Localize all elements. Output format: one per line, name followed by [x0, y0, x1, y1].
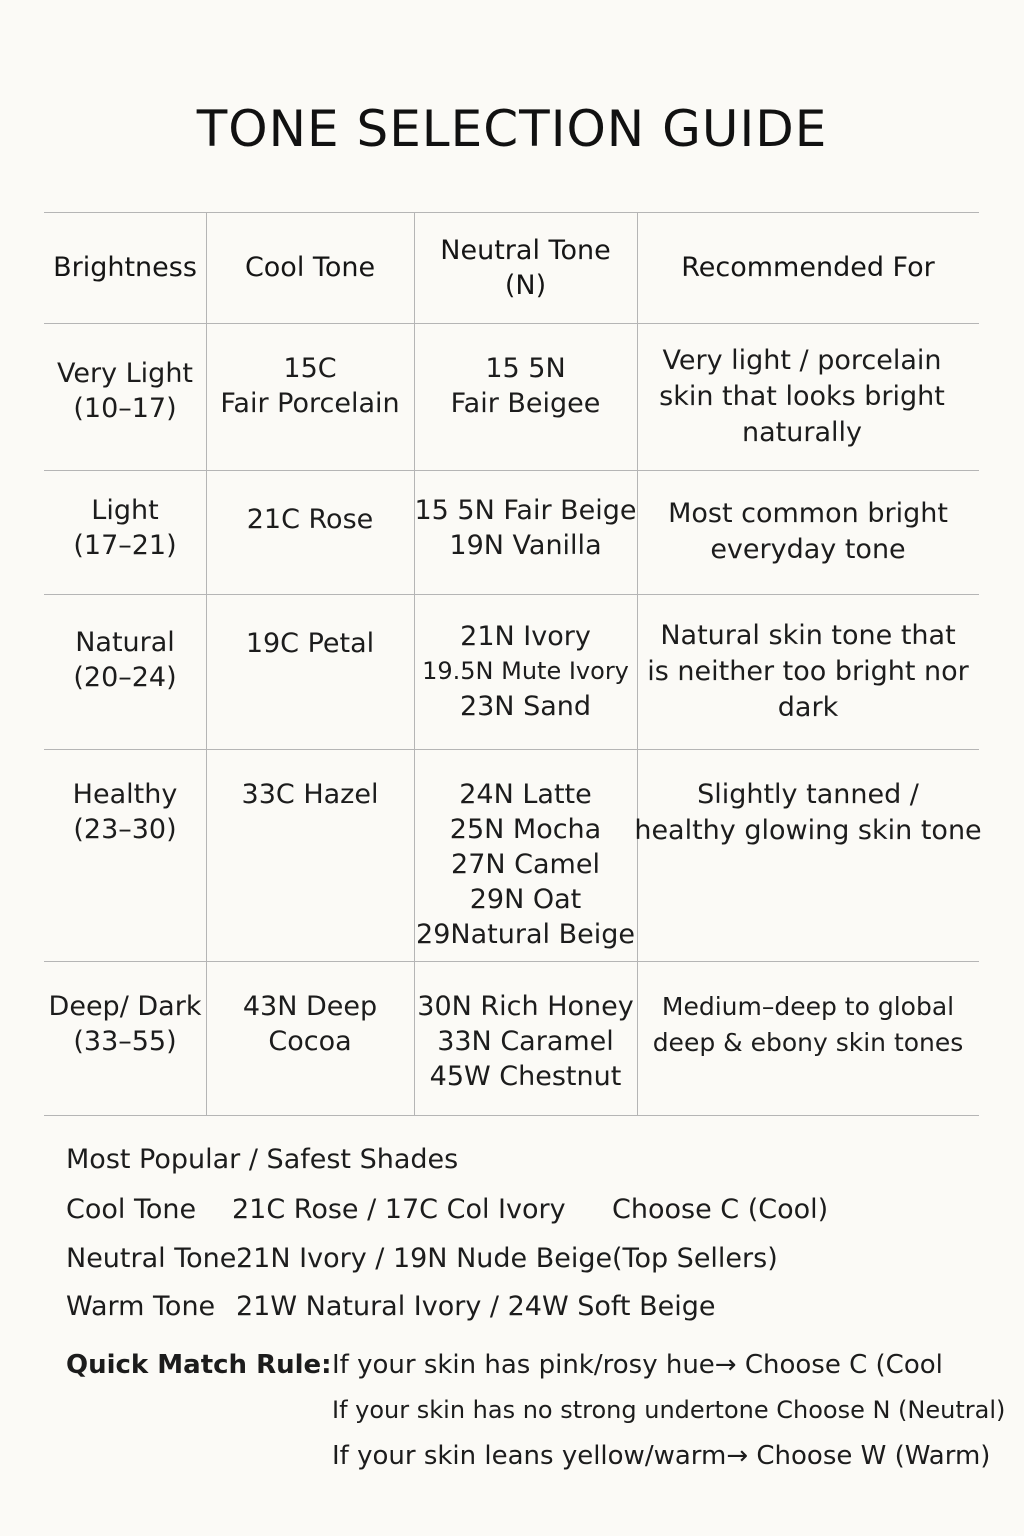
row-deep-dark-cool: 43N Deep Cocoa	[242, 991, 378, 1057]
row-natural-cool: 19C Petal	[245, 628, 375, 659]
popular-shades-warm: 21W Natural Ivory / 24W Soft Beige	[236, 1291, 716, 1322]
row-very-light-brightness: Very Light (10–17)	[56, 357, 194, 424]
row-very-light-cool: 15C Fair Porcelain	[220, 352, 400, 419]
quick-match-rule-neutral: If your skin has no strong undertone Choose N (Neutral)	[332, 1396, 1006, 1424]
row-deep-dark-brightness: Deep/ Dark (33–55)	[48, 991, 202, 1057]
row-healthy-cool: 33C Hazel	[241, 779, 379, 810]
row-natural-recommended: Natural skin tone that is neither too bright nor dark	[647, 619, 969, 723]
row-light-cool: 21C Rose	[246, 504, 374, 535]
row-healthy-recommended: Slightly tanned / healthy glowing skin tone	[634, 779, 982, 846]
quick-match-rule-cool: If your skin has pink/rosy hue→ Choose C (Cool	[332, 1350, 943, 1380]
row-healthy-brightness: Healthy (23–30)	[72, 779, 178, 845]
row-deep-dark-neutral: 30N Rich Honey 33N Caramel 45W Chestnut	[417, 991, 634, 1092]
page-title: TONE SELECTION GUIDE	[196, 100, 828, 158]
header-cool-tone: Cool Tone	[244, 252, 376, 283]
header-recommended-for: Recommended For	[681, 252, 935, 283]
popular-shades-neutral: 21N Ivory / 19N Nude Beige	[236, 1243, 613, 1274]
header-brightness: Brightness	[53, 252, 197, 283]
popular-label-warm: Warm Tone	[66, 1291, 216, 1322]
row-deep-dark-recommended: Medium–deep to global deep & ebony skin tones	[652, 992, 964, 1057]
popular-label-neutral: Neutral Tone	[66, 1243, 237, 1274]
row-healthy-neutral: 24N Latte 25N Mocha 27N Camel 29N Oat 29Natural Beige	[416, 779, 635, 950]
row-light-neutral: 15 5N Fair Beige 19N Vanilla	[414, 495, 637, 561]
popular-label-cool: Cool Tone	[66, 1194, 197, 1225]
popular-note-cool: Choose C (Cool)	[612, 1194, 829, 1225]
popular-shades-cool: 21C Rose / 17C Col Ivory	[232, 1194, 566, 1225]
row-light-recommended: Most common bright everyday tone	[668, 498, 948, 565]
tone-table	[44, 212, 982, 1116]
quick-match-label: Quick Match Rule:	[66, 1350, 332, 1380]
row-very-light-neutral: 15 5N Fair Beigee	[450, 352, 601, 419]
row-natural-brightness: Natural (20–24)	[73, 626, 177, 693]
row-very-light-recommended: Very light / porcelain skin that looks bright naturally	[659, 344, 945, 448]
quick-match-rule-warm: If your skin leans yellow/warm→ Choose W (Warm)	[332, 1441, 991, 1471]
row-light-brightness: Light (17–21)	[73, 495, 177, 561]
row-natural-neutral: 21N Ivory 19.5N Mute Ivory 23N Sand	[422, 621, 629, 722]
popular-heading: Most Popular / Safest Shades	[66, 1144, 459, 1175]
popular-note-neutral: (Top Sellers)	[612, 1243, 778, 1274]
header-neutral-tone: Neutral Tone (N)	[440, 234, 611, 301]
